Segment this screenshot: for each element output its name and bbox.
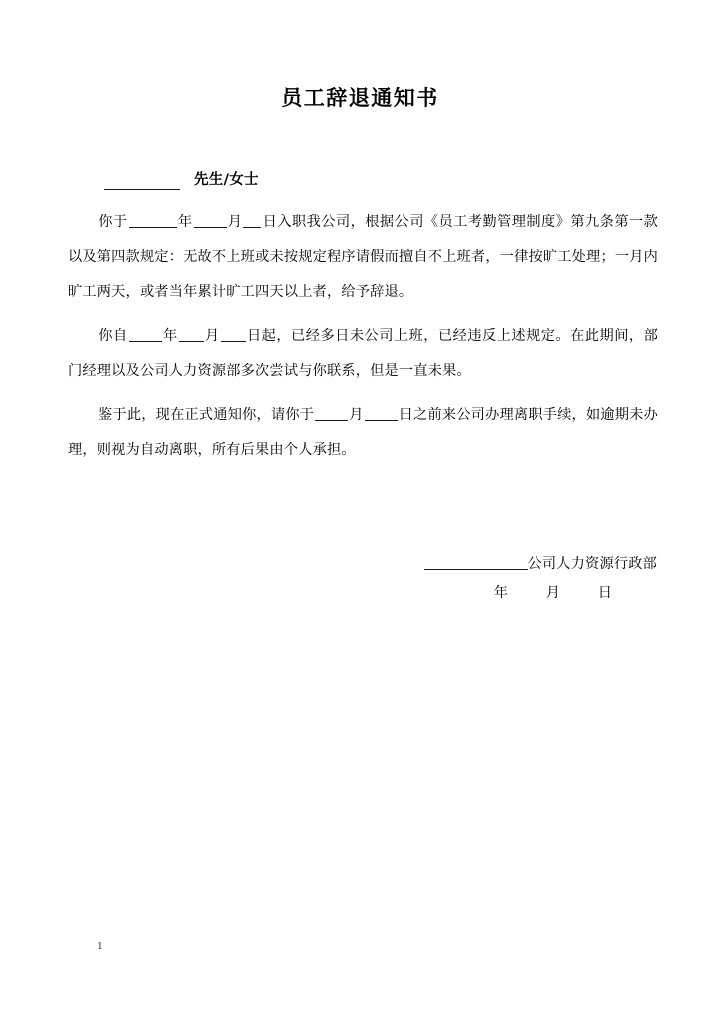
- signature-date-line: [0, 582, 720, 604]
- para-2-seg-0: 鉴于此，现在正式通知你，请你于: [98, 407, 315, 423]
- para-0-seg-6: 日入职我公司，根据公司《员工考勤管理制度》第九条第一款以及第四款规定：无故不上班或未按规定程序请假而擅自不上班者，一律按旷工处理；一月内旷工两天，或者当年累计旷工四天以上者，给予辞退。: [68, 214, 659, 300]
- page-title: 员工辞退通知书: [281, 86, 439, 110]
- deadline-month-blank: [315, 406, 348, 421]
- signature-block: [0, 552, 720, 604]
- signature-date-year: 年: [493, 585, 508, 601]
- recipient-name-blank: [104, 174, 180, 190]
- para-0-seg-2: 年: [177, 214, 193, 230]
- paragraph-hire-and-policy: [68, 205, 658, 310]
- document-body: [68, 205, 658, 468]
- absence-year-blank: [129, 327, 162, 342]
- para-1-seg-4: 月: [204, 328, 220, 344]
- hire-day-blank: [243, 213, 261, 228]
- para-1-seg-6: 日起，已经多日未公司上班，已经违反上述规定。在此期间，部门经理以及公司人力资源部多次尝试与你联系，但是一直未果。: [68, 328, 659, 379]
- company-name-blank: [424, 555, 528, 570]
- signature-issuer-line: [0, 552, 720, 576]
- hire-month-blank: [194, 213, 227, 228]
- para-0-seg-4: 月: [227, 214, 243, 230]
- salutation-line: [104, 171, 259, 190]
- para-0-seg-0: 你于: [98, 214, 128, 230]
- absence-month-blank: [179, 327, 204, 342]
- signature-issuer: 公司人力资源行政部: [527, 556, 657, 572]
- deadline-day-blank: [365, 406, 398, 421]
- signature-date-day: 日: [597, 585, 612, 601]
- hire-year-blank: [129, 213, 177, 228]
- signature-date-month: 月: [545, 585, 560, 601]
- paragraph-formal-notice: [68, 398, 658, 468]
- absence-day-blank: [221, 327, 246, 342]
- para-2-seg-4: 日之前来公司办理离职手续，如逾期未办理，则视为自动离职，所有后果由个人承担。: [68, 407, 658, 458]
- para-2-seg-2: 月: [349, 407, 364, 423]
- recipient-honorific: 先生/女士: [194, 172, 259, 188]
- para-1-seg-2: 年: [162, 328, 178, 344]
- page-number: 1: [97, 940, 103, 952]
- paragraph-absence-and-contact: [68, 319, 658, 389]
- para-1-seg-0: 你自: [98, 328, 128, 344]
